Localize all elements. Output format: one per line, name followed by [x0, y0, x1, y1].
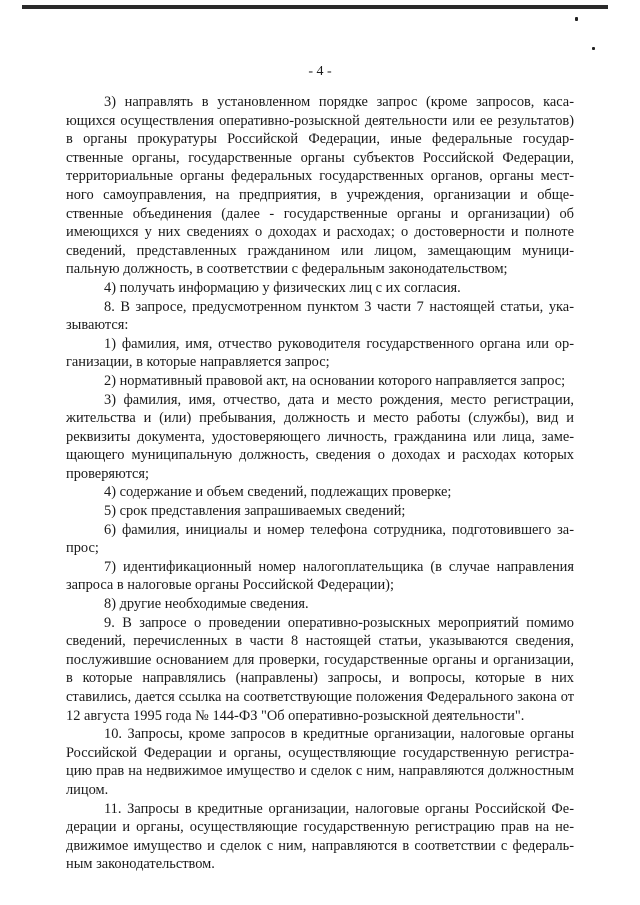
paragraph: 4) получать информацию у физических лиц с их согласия.	[104, 279, 461, 296]
paragraph: 8) другие необходимые сведения.	[104, 596, 309, 613]
paragraph: 5) срок представления запрашиваемых сведений;	[104, 503, 406, 520]
paragraph: 2) нормативный правовой акт, на основании которого направляется запрос;	[104, 372, 566, 389]
paragraph: 11. Запросы в кредитные организации, налоговые органы Российской Федерации и органы, осуществляющие государственную регистрацию прав на недвижимое имущество и сделок с ним, направляются в соответствии с федеральным законодательством.	[66, 800, 574, 873]
paragraph: 4) содержание и объем сведений, подлежащих проверке;	[104, 484, 452, 501]
paragraph: 3) направлять в установленном порядке запрос (кроме запросов, касающихся осуществления оперативно-розыскной деятельности или ее результатов) в органы прокуратуры Российской Федерации, иные федеральные государственные органы, государственные органы субъектов Российской Федерации, территориальные органы федеральных государственных органов, органы местного самоуправления, на предприятия, в учреждения, организации и общественные объединения (далее - государственные органы и организации) об имеющихся у них сведениях о доходах и расходах; о достоверности и полноте сведений, представленных гражданином или лицом, замещающим муниципальную должность, в соответствии с федеральным законодательством;	[66, 94, 574, 278]
scan-top-border	[22, 5, 608, 9]
paragraph: 3) фамилия, имя, отчество, дата и место рождения, место регистрации, жительства и (или) пребывания, должность и место работы (службы), вид и реквизиты документа, удостоверяющего личность, гражданина или лица, замещающего муниципальную должность, сведения о доходах и расходах которых проверяются;	[66, 391, 574, 482]
paragraph: 8. В запросе, предусмотренном пунктом 3 части 7 настоящей статьи, указываются:	[66, 298, 574, 334]
scan-artifact-dot	[575, 17, 578, 21]
scan-artifact-dot	[592, 47, 595, 50]
page-number: - 4 -	[308, 64, 332, 79]
paragraph: 7) идентификационный номер налогоплательщика (в случае направления запроса в налоговые органы Российской Федерации);	[66, 558, 574, 594]
document-body	[66, 93, 574, 874]
paragraph: 9. В запросе о проведении оперативно-розыскных мероприятий помимо сведений, перечисленных в части 8 настоящей статьи, указываются сведения, послужившие основанием для проверки, государственные органы и организации, в которые направлялись (направлены) запросы, и вопросы, которые в них ставились, дается ссылка на соответствующие положения Федерального закона от 12 августа 1995 года № 144-ФЗ "Об оперативно-розыскной деятельности".	[66, 614, 574, 724]
paragraph: 1) фамилия, имя, отчество руководителя государственного органа или организации, в которые направляется запрос;	[66, 335, 574, 371]
paragraph: 10. Запросы, кроме запросов в кредитные организации, налоговые органы Российской Федерации и органы, осуществляющие государственную регистрацию прав на недвижимое имущество и сделок с ним, направляются должностным лицом.	[66, 726, 574, 798]
paragraph: 6) фамилия, инициалы и номер телефона сотрудника, подготовившего запрос;	[66, 521, 574, 557]
